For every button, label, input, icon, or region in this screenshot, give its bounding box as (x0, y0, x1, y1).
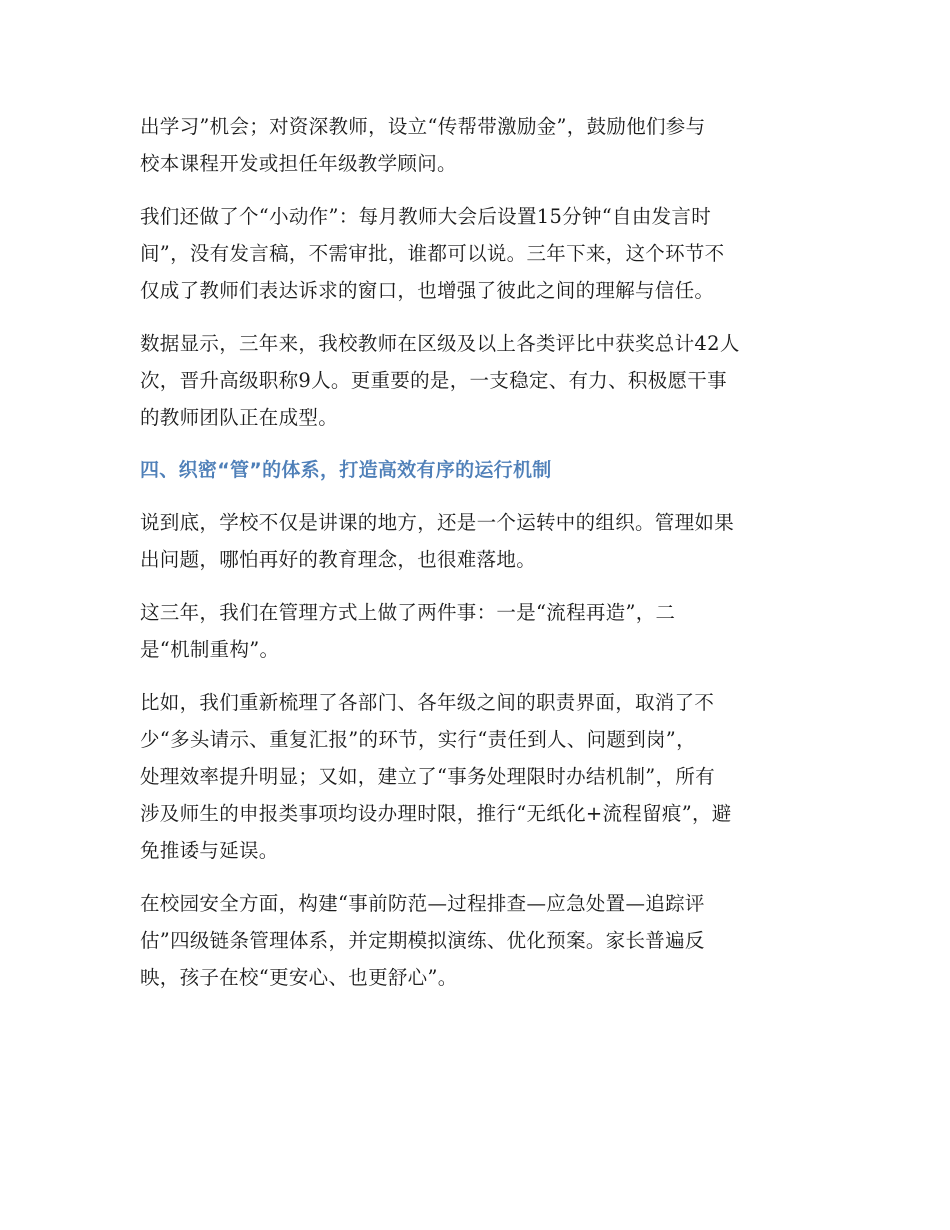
text-line: 仅成了教师们表达诉求的窗口，也增强了彼此之间的理解与信任。 (140, 279, 715, 302)
text-line: 处理效率提升明显；又如，建立了“事务处理限时办结机制”，所有 (140, 765, 715, 788)
text-line: 我们还做了个“小动作”：每月教师大会后设置15分钟“自由发言时 (140, 205, 712, 228)
paragraph-two-reforms (140, 594, 810, 668)
text-line: 比如，我们重新梳理了各部门、各年级之间的职责界面，取消了不 (140, 691, 715, 714)
text-line: 免推诿与延误。 (140, 839, 279, 862)
text-line: 出问题，哪怕再好的教育理念，也很难落地。 (140, 548, 537, 571)
paragraph-teacher-incentives (140, 108, 810, 182)
text-line: 说到底，学校不仅是讲课的地方，还是一个运转中的组织。管理如果 (140, 511, 735, 534)
text-line: 校本课程开发或担任年级教学顾问。 (140, 152, 457, 175)
text-line: 映，孩子在校“更安心、也更舒心”。 (140, 966, 458, 989)
section-heading (140, 452, 810, 488)
paragraph-process-examples (140, 684, 810, 869)
text-line: 次，晋升高级职称9人。更重要的是，一支稳定、有力、积极愿干事 (140, 369, 727, 392)
text-line: 的教师团队正在成型。 (140, 406, 339, 429)
paragraph-award-statistics (140, 325, 810, 436)
document-body (140, 108, 810, 1012)
text-line: 出学习”机会；对资深教师，设立“传帮带激励金”，鼓励他们参与 (140, 115, 706, 138)
text-line: 涉及师生的申报类事项均设办理时限，推行“无纸化+流程留痕”，避 (140, 802, 732, 825)
text-line: 数据显示，三年来，我校教师在区级及以上各类评比中获奖总计42人 (140, 332, 740, 355)
text-line: 少“多头请示、重复汇报”的环节，实行“责任到人、问题到岗”， (140, 728, 696, 751)
text-line: 估”四级链条管理体系，并定期模拟演练、优化预案。家长普遍反 (140, 929, 705, 952)
paragraph-campus-safety (140, 885, 810, 996)
paragraph-free-speech-time (140, 198, 810, 309)
text-line: 间”，没有发言稿，不需审批，谁都可以说。三年下来，这个环节不 (140, 242, 725, 265)
text-line: 这三年，我们在管理方式上做了两件事：一是“流程再造”，二 (140, 601, 676, 624)
text-line: 是“机制重构”。 (140, 638, 280, 661)
text-line: 在校园安全方面，构建“事前防范—过程排查—应急处置—追踪评 (140, 892, 705, 915)
paragraph-school-organization (140, 504, 810, 578)
heading-text: 四、织密“管”的体系，打造高效有序的运行机制 (140, 459, 552, 481)
